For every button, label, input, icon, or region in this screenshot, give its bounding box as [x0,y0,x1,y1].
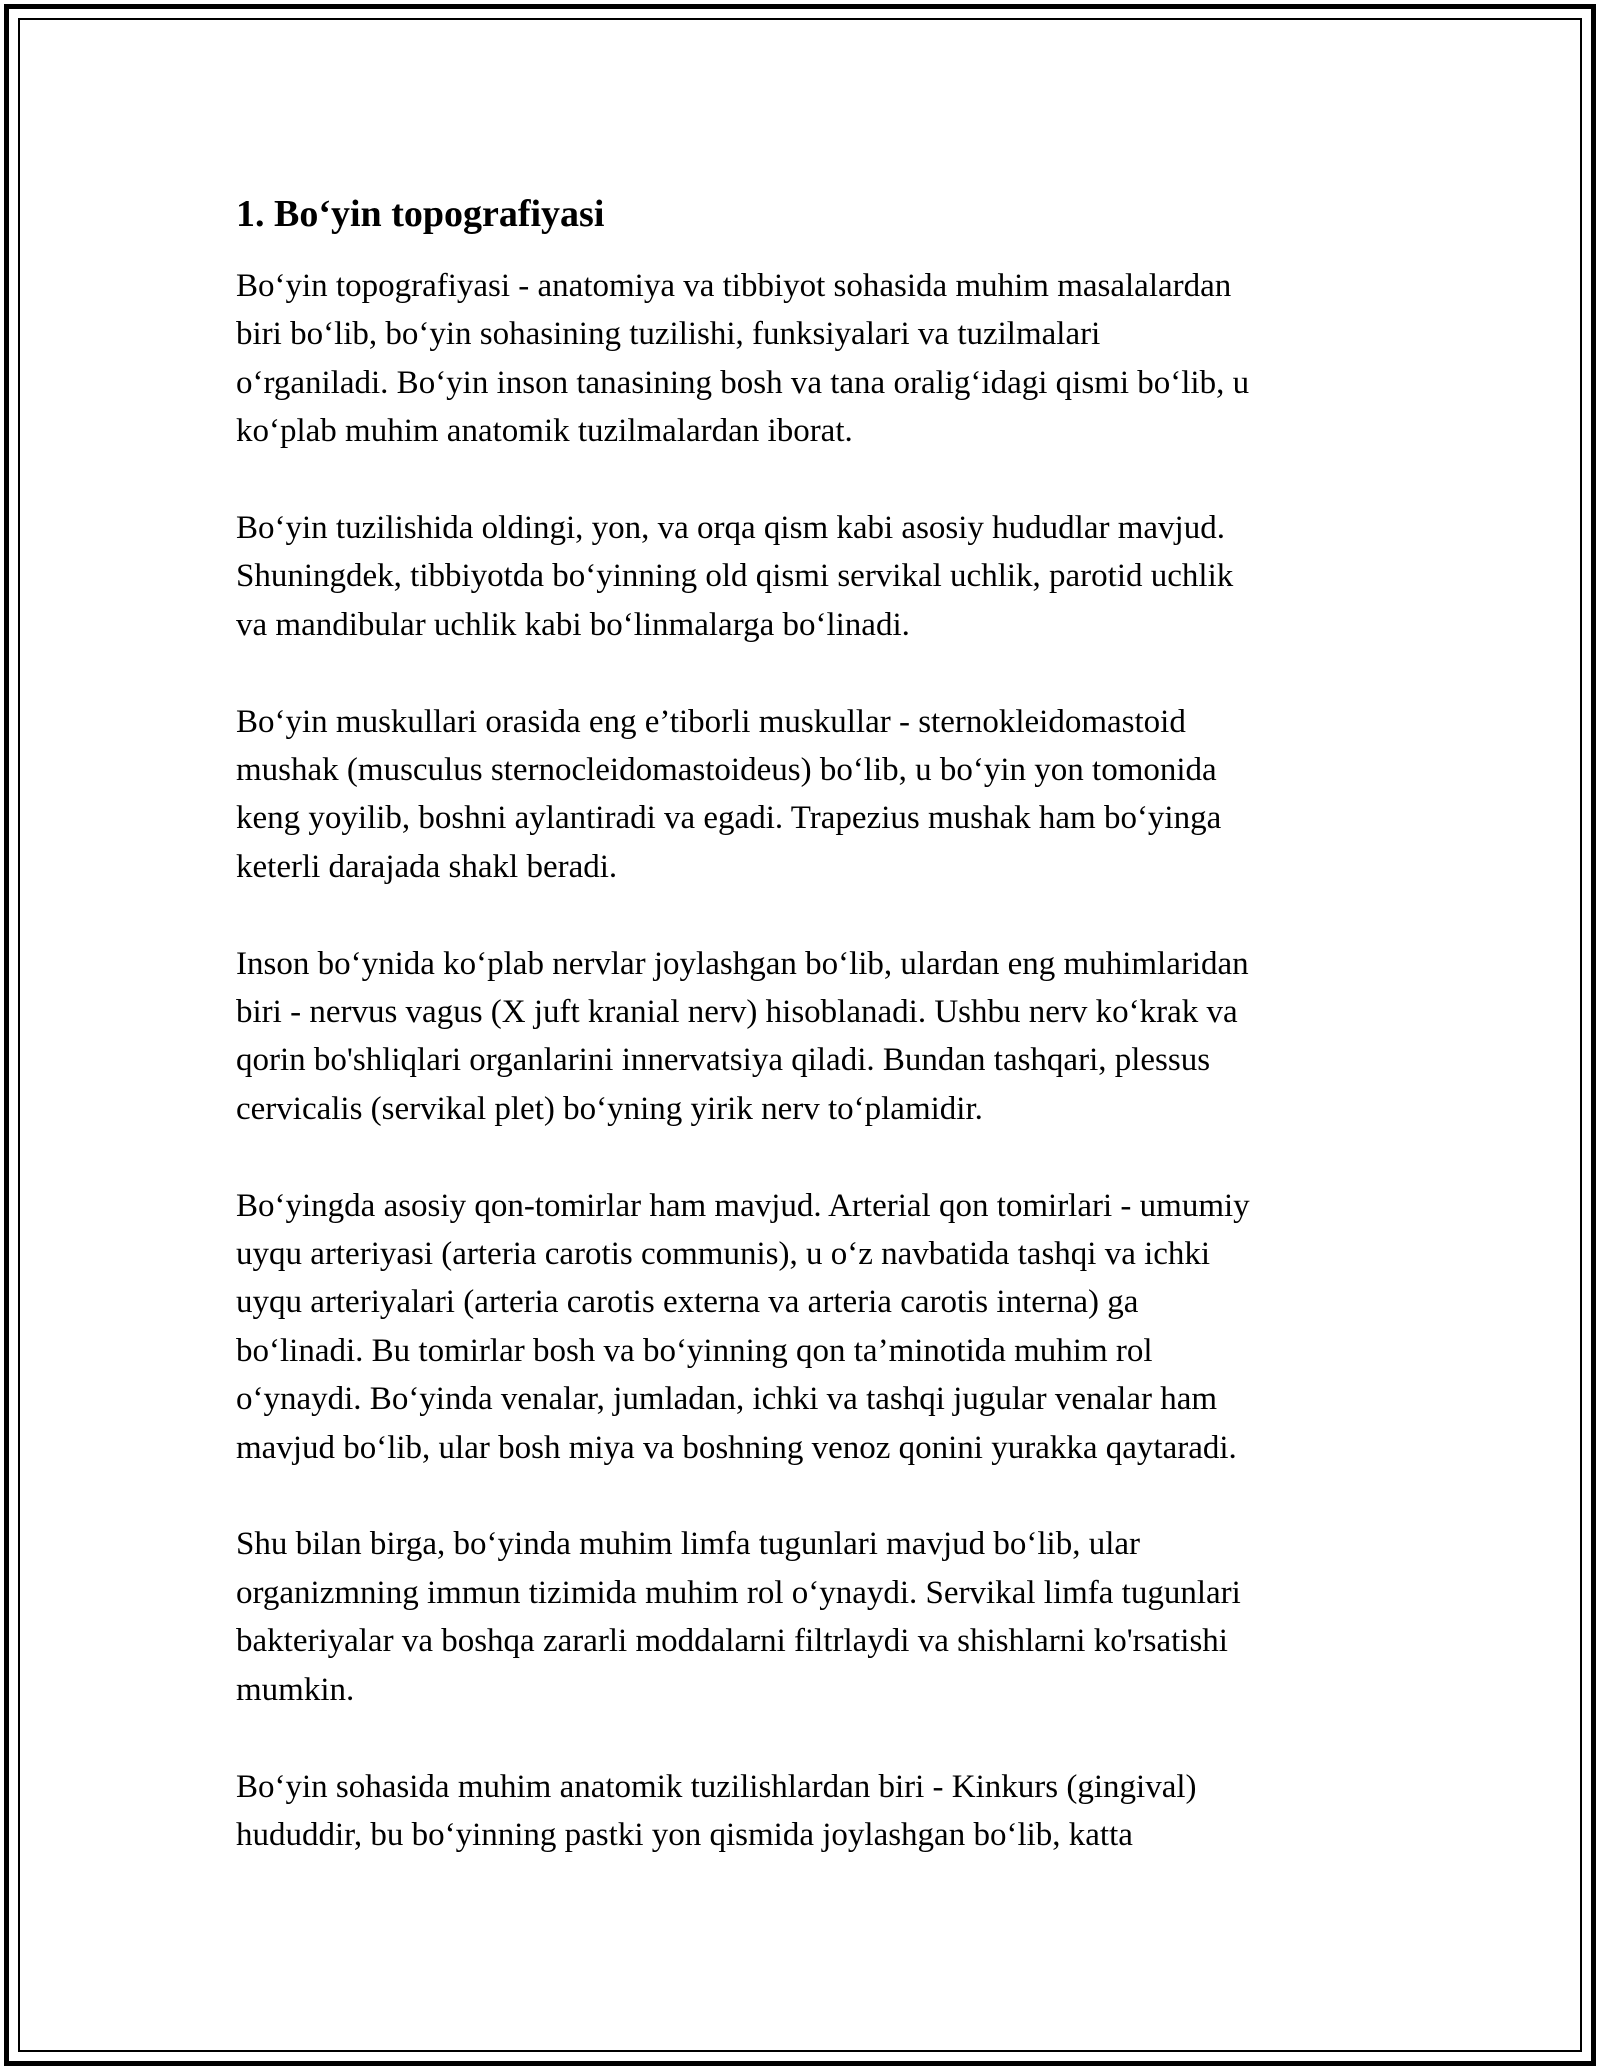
text-line: Shuningdek, tibbiyotda bo‘yinning old qismi servikal uchlik, parotid uchlik [236,558,1234,595]
paragraph-3 [236,698,1366,892]
text-line: organizmning immun tizimida muhim rol o‘ynaydi. Servikal limfa tugunlari [236,1574,1241,1611]
text-line: Bo‘yin topografiyasi - anatomiya va tibbiyot sohasida muhim masalalardan [236,268,1232,304]
text-line: biri bo‘lib, bo‘yin sohasining tuzilishi, funksiyalari va tuzilmalari [236,316,1101,353]
paragraph-1 [236,262,1366,456]
text-line: Bo‘yin sohasida muhim anatomik tuzilishlardan biri - Kinkurs (gingival) [236,1768,1197,1805]
text-line: keterli darajada shakl beradi. [236,848,618,885]
text-line: o‘ynaydi. Bo‘yinda venalar, jumladan, ichki va tashqi jugular venalar ham [236,1381,1218,1418]
text-line: mavjud bo‘lib, ular bosh miya va boshning venoz qonini yurakka qaytaradi. [236,1429,1237,1466]
text-line: bo‘linadi. Bu tomirlar bosh va bo‘yinning qon ta’minotida muhim rol [236,1332,1153,1369]
paragraph-2 [236,504,1366,649]
text-line: o‘rganiladi. Bo‘yin inson tanasining bosh va tana oralig‘idagi qismi bo‘lib, u [236,364,1250,401]
paragraph-6 [236,1520,1366,1714]
text-line: bakteriyalar va boshqa zararli moddalarni filtrlaydi va shishlarni ko'rsatishi [236,1623,1228,1660]
paragraph-7 [236,1763,1366,1860]
text-line: mushak (musculus sternocleidomastoideus) bo‘lib, u bo‘yin yon tomonida [236,752,1217,789]
text-line: uyqu arteriyasi (arteria carotis communis), u o‘z navbatida tashqi va ichki [236,1236,1211,1273]
text-line: Bo‘yin muskullari orasida eng e’tiborli muskullar - sternokleidomastoid [236,703,1186,740]
text-line: mumkin. [236,1671,355,1708]
text-line: keng yoyilib, boshni aylantiradi va egadi. Trapezius mushak ham bo‘yinga [236,800,1222,837]
paragraph-4 [236,940,1366,1134]
text-line: Inson bo‘ynida ko‘plab nervlar joylashgan bo‘lib, ulardan eng muhimlaridan [236,945,1249,982]
text-line: cervicalis (servikal plet) bo‘yning yirik nerv to‘plamidir. [236,1090,983,1127]
paragraph-5 [236,1182,1366,1472]
text-line: ko‘plab muhim anatomik tuzilmalardan iborat. [236,413,853,450]
text-line: uyqu arteriyalari (arteria carotis externa va arteria carotis interna) ga [236,1284,1139,1321]
text-line: biri - nervus vagus (X juft kranial nerv) hisoblanadi. Ushbu nerv ko‘krak va [236,994,1238,1031]
text-line: Bo‘yingda asosiy qon-tomirlar ham mavjud. Arterial qon tomirlari - umumiy [236,1187,1250,1224]
text-line: hududdir, bu bo‘yinning pastki yon qismida joylashgan bo‘lib, katta [236,1816,1133,1853]
document-body [236,186,1366,1859]
text-line: Shu bilan birga, bo‘yinda muhim limfa tugunlari mavjud bo‘lib, ular [236,1526,1141,1563]
text-line: qorin bo'shliqlari organlarini innervatsiya qiladi. Bundan tashqari, plessus [236,1042,1211,1079]
section-heading: 1. Bo‘yin topografiyasi [236,193,605,235]
text-line: va mandibular uchlik kabi bo‘linmalarga bo‘linadi. [236,606,910,643]
text-line: Bo‘yin tuzilishida oldingi, yon, va orqa qism kabi asosiy hududlar mavjud. [236,510,1225,547]
